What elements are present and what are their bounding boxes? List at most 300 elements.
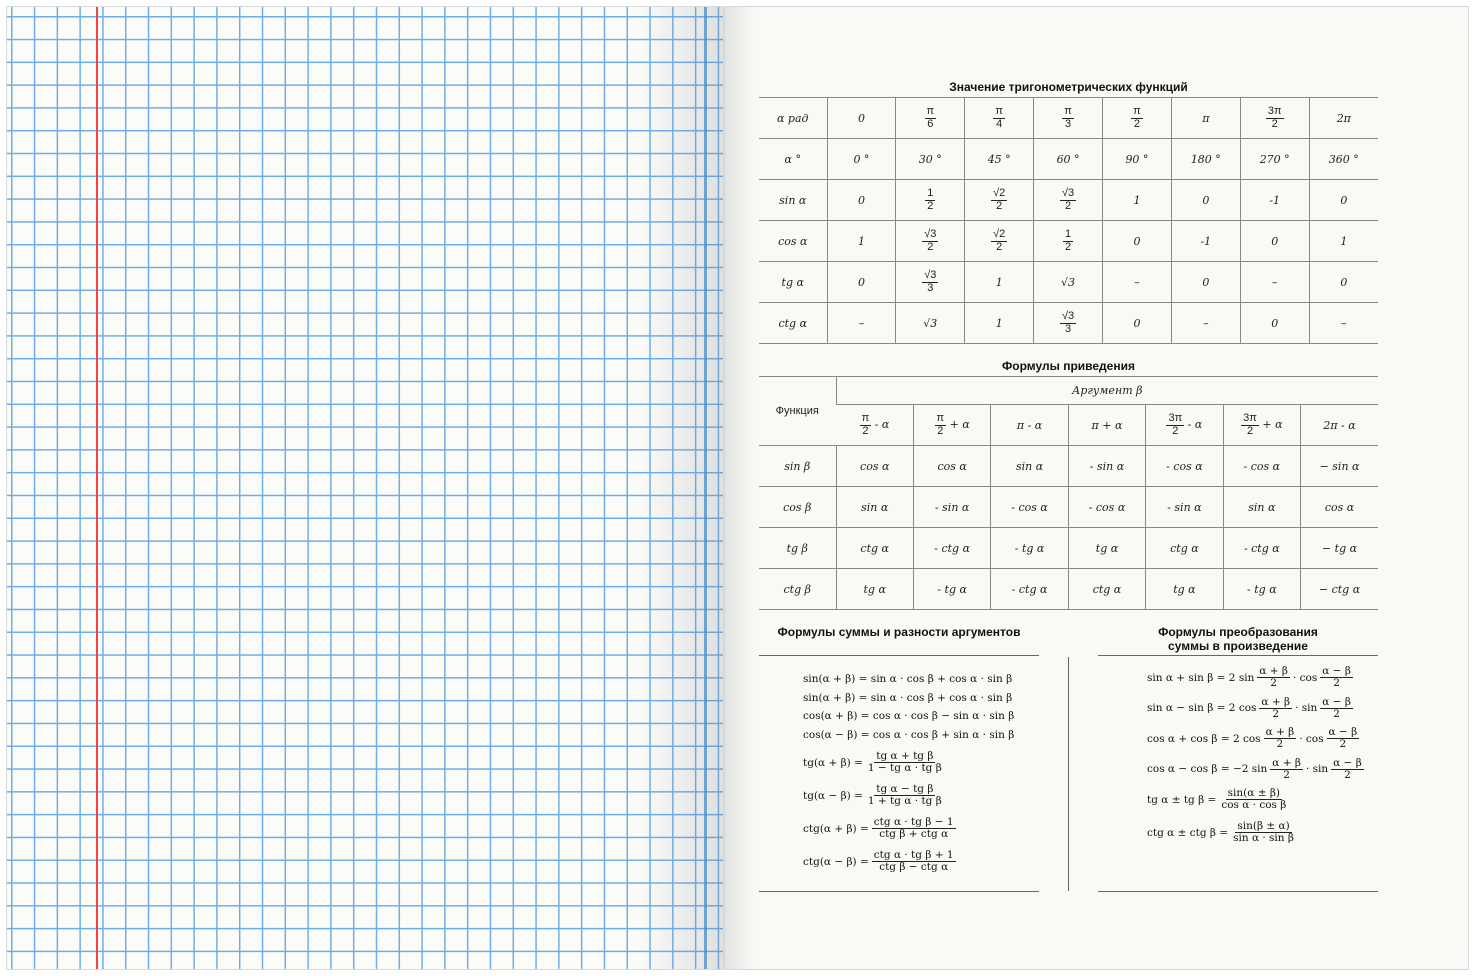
cell-fraction xyxy=(1062,106,1074,130)
cell-value: ctg α xyxy=(1170,541,1199,555)
formula-lhs: ctg α ± ctg β = xyxy=(1147,826,1229,839)
cell-value: - ctg α xyxy=(1243,541,1280,555)
fraction-denominator: 3 xyxy=(927,281,934,294)
fraction-numerator: 3π xyxy=(1168,411,1183,424)
trig-cell xyxy=(1240,303,1309,344)
cell-fraction xyxy=(991,229,1007,253)
trig-cell xyxy=(1309,262,1378,303)
argument-header-text: Аргумент β xyxy=(1072,384,1143,397)
formula-lhs: cos α + cos β = 2 cos xyxy=(1147,732,1261,745)
formula-line xyxy=(1147,727,1359,750)
fraction-denominator: 3 xyxy=(1065,117,1072,130)
cell-value: - sin α xyxy=(1167,500,1202,514)
trig-cell xyxy=(827,180,896,221)
cell-value: 0 ° xyxy=(853,152,870,166)
row-label-text: tg α xyxy=(781,275,804,289)
fraction-denominator: ctg β + ctg α xyxy=(879,828,949,841)
fraction-numerator: α − β xyxy=(1322,665,1351,677)
trig-row xyxy=(759,221,1378,262)
cell-fraction xyxy=(1060,188,1076,212)
argument-text: π + α xyxy=(1091,418,1123,432)
reduction-cell xyxy=(1301,528,1378,569)
reduction-title: Формулы приведения xyxy=(1002,359,1135,373)
cell-value: cos α xyxy=(937,459,967,473)
reduction-cell xyxy=(1223,569,1300,610)
fraction-denominator: 2 xyxy=(1133,117,1140,130)
trig-cell xyxy=(896,303,965,344)
formula-line: sin(α + β) = sin α · cos β + cos α · sin β xyxy=(803,673,1013,685)
fraction-denominator: 2 xyxy=(996,240,1003,253)
formula-fraction xyxy=(1257,666,1290,689)
fraction-numerator: ctg α · tg β + 1 xyxy=(873,849,954,861)
graph-paper-page xyxy=(6,6,724,970)
cell-value: 30 ° xyxy=(918,152,942,166)
cell-value: 0 xyxy=(1202,193,1210,207)
cell-fraction xyxy=(991,188,1007,212)
cell-value: − tg α xyxy=(1321,541,1358,555)
reduction-cell xyxy=(1301,446,1378,487)
argument-text: 2π - α xyxy=(1323,418,1356,432)
cell-fraction xyxy=(1060,311,1076,335)
reduction-cell xyxy=(836,528,913,569)
cell-value: 0 xyxy=(857,275,865,289)
fraction-denominator: 2 xyxy=(1283,768,1290,781)
reduction-cell xyxy=(913,487,990,528)
cell-value: - cos α xyxy=(1166,459,1203,473)
cell-value: − ctg α xyxy=(1318,582,1361,596)
fraction-denominator: 2 xyxy=(996,199,1003,212)
argument-fraction xyxy=(860,413,872,437)
fraction-numerator: π xyxy=(936,411,945,424)
reduction-cell xyxy=(991,528,1068,569)
formula-divider xyxy=(1068,657,1069,891)
trig-cell xyxy=(1309,221,1378,262)
cell-value: sin α xyxy=(861,500,889,514)
formula-mid: · sin xyxy=(1305,763,1329,776)
reduction-cell xyxy=(1146,528,1223,569)
formula-fraction xyxy=(866,784,944,807)
fraction-numerator: α + β xyxy=(1261,695,1291,708)
trig-cell xyxy=(827,139,896,180)
sum-to-product-title-line2: суммы в произведение xyxy=(1168,639,1308,653)
trig-cell xyxy=(965,180,1034,221)
formula-line xyxy=(1147,666,1353,689)
formula-lhs: sin α + sin β = 2 sin xyxy=(1147,671,1255,684)
argument-cell xyxy=(1301,405,1378,446)
reduction-table xyxy=(759,376,1378,610)
argument-cell xyxy=(913,405,990,446)
cell-value: sin α xyxy=(1248,500,1276,514)
sum-to-product-rule-top xyxy=(1098,655,1378,656)
reduction-cell xyxy=(913,569,990,610)
fraction-numerator: α + β xyxy=(1272,756,1301,769)
reduction-row-label xyxy=(759,528,836,569)
fraction-denominator: 2 xyxy=(1333,677,1340,690)
trig-cell xyxy=(1309,180,1378,221)
formula-lhs: sin α − sin β = 2 cos xyxy=(1147,702,1257,715)
cell-value: π xyxy=(1202,111,1210,125)
fraction-numerator: π xyxy=(995,104,1003,117)
fraction-denominator: 4 xyxy=(996,117,1003,130)
cell-value: 0 xyxy=(1133,316,1141,330)
argument-suffix: + α xyxy=(946,417,970,431)
reduction-row xyxy=(759,487,1378,528)
reduction-cell xyxy=(1068,487,1145,528)
row-label-text: cos α xyxy=(778,234,808,248)
sum-to-product-rule-bottom xyxy=(1098,891,1378,892)
trig-cell xyxy=(1240,262,1309,303)
trig-cell xyxy=(1240,139,1309,180)
formula-fraction xyxy=(1320,666,1353,689)
cell-value: - tg α xyxy=(1247,582,1277,596)
cell-value: 0 xyxy=(1271,316,1279,330)
reduction-cell xyxy=(836,569,913,610)
cell-value: – xyxy=(1134,275,1140,289)
fraction-numerator: π xyxy=(1133,104,1141,117)
trig-cell xyxy=(1103,180,1172,221)
fraction-denominator: 2 xyxy=(862,424,869,437)
reduction-cell xyxy=(1301,487,1378,528)
fraction-numerator: 3π xyxy=(1267,104,1282,117)
cell-value: 45 ° xyxy=(987,152,1011,166)
row-label-text: α ° xyxy=(784,152,801,166)
fraction-numerator: √3 xyxy=(1061,186,1075,199)
reduction-cell xyxy=(1146,446,1223,487)
fraction-numerator: 1 xyxy=(927,186,934,199)
trig-row xyxy=(759,180,1378,221)
cell-fraction xyxy=(922,229,938,253)
formula-fraction xyxy=(1320,697,1353,720)
trig-cell xyxy=(1240,98,1309,139)
formula-line xyxy=(803,817,956,840)
fraction-denominator: sin α · sin β xyxy=(1233,832,1294,845)
trig-row xyxy=(759,262,1378,303)
formula-line: sin(α + β) = sin α · cos β + cos α · sin β xyxy=(803,691,1013,704)
fraction-denominator: 2 xyxy=(927,199,934,212)
argument-fraction xyxy=(1166,413,1184,437)
cell-value: tg α xyxy=(863,582,886,596)
trig-cell xyxy=(827,98,896,139)
cell-value: - sin α xyxy=(934,500,970,514)
cell-value: 180 ° xyxy=(1190,152,1221,166)
trig-cell xyxy=(965,262,1034,303)
argument-suffix: - α xyxy=(871,417,890,431)
fraction-numerator: π xyxy=(926,104,935,117)
argument-text: π - α xyxy=(1016,418,1043,432)
reduction-cell xyxy=(1068,446,1145,487)
fraction-denominator: 2 xyxy=(1276,738,1284,751)
trig-cell xyxy=(1171,139,1240,180)
cell-value: 2π xyxy=(1336,111,1351,125)
cell-fraction xyxy=(993,106,1005,130)
formula-fraction xyxy=(1331,758,1364,781)
cell-value: tg α xyxy=(1173,582,1196,596)
trig-cell xyxy=(896,180,965,221)
spine-line xyxy=(704,7,707,969)
trig-cell xyxy=(1171,262,1240,303)
argument-cell xyxy=(836,405,913,446)
cell-value: tg α xyxy=(1095,541,1119,555)
cell-value: -1 xyxy=(1269,193,1281,207)
formula-fraction xyxy=(866,751,944,774)
fraction-numerator: α − β xyxy=(1328,726,1358,738)
reduction-row-label xyxy=(759,446,836,487)
fraction-numerator: sin(α ± β) xyxy=(1227,787,1281,799)
sum-diff-formulas xyxy=(803,668,1033,888)
formula-line xyxy=(1147,758,1364,781)
cell-value: − sin α xyxy=(1319,459,1360,473)
cell-value: - cos α xyxy=(1011,500,1048,514)
cell-value: - sin α xyxy=(1089,459,1125,473)
fraction-numerator: α + β xyxy=(1259,665,1288,677)
trig-row-label xyxy=(759,139,827,180)
formula-fraction xyxy=(1327,727,1360,750)
trig-row-label xyxy=(759,303,827,344)
reduction-cell xyxy=(836,446,913,487)
cell-fraction xyxy=(1266,106,1284,130)
fraction-denominator: 2 xyxy=(1065,199,1072,212)
fraction-denominator: 2 xyxy=(1344,768,1351,781)
reduction-cell xyxy=(991,487,1068,528)
trig-cell xyxy=(1171,180,1240,221)
trig-row-label xyxy=(759,221,827,262)
cell-value: - tg α xyxy=(937,582,967,596)
row-label-text: α рад xyxy=(777,111,809,125)
reduction-cell xyxy=(1223,487,1300,528)
trig-cell xyxy=(1103,139,1172,180)
fraction-numerator: 1 xyxy=(1065,227,1072,240)
trig-cell xyxy=(965,139,1034,180)
formula-fraction xyxy=(1231,821,1296,844)
fraction-numerator: π xyxy=(1064,104,1072,117)
sum-to-product-formulas xyxy=(1147,664,1377,864)
fraction-denominator: 2 xyxy=(1065,240,1072,253)
trig-values-title: Значение тригонометрических функций xyxy=(949,80,1188,94)
margin-line xyxy=(96,7,98,969)
argument-header xyxy=(836,377,1378,405)
trig-cell xyxy=(1034,303,1103,344)
fraction-denominator: 2 xyxy=(1333,707,1340,720)
formula-mid: · cos xyxy=(1299,732,1324,745)
argument-cell xyxy=(1223,405,1300,446)
reduction-cell xyxy=(1068,569,1145,610)
cell-value: - ctg α xyxy=(934,541,971,555)
cell-value: 0 xyxy=(1202,275,1210,289)
argument-suffix: + α xyxy=(1258,417,1283,431)
fraction-numerator: √2 xyxy=(993,227,1006,240)
cell-value: 0 xyxy=(1340,275,1348,289)
formula-fraction xyxy=(1270,758,1303,781)
fraction-denominator: 2 xyxy=(937,424,944,437)
formula-lhs: tg(α + β) = xyxy=(803,756,863,769)
cell-value: - tg α xyxy=(1014,541,1045,555)
cell-value: – xyxy=(1271,275,1278,289)
trig-cell xyxy=(1034,262,1103,303)
trig-row xyxy=(759,303,1378,344)
fraction-numerator: √3 xyxy=(1061,309,1075,322)
formula-fraction xyxy=(1259,697,1292,720)
reduction-cell xyxy=(991,446,1068,487)
argument-fraction xyxy=(1241,413,1259,437)
fraction-denominator: 2 xyxy=(1172,424,1179,437)
cell-value: 1 xyxy=(995,316,1003,330)
fraction-denominator: 1 − tg α · tg β xyxy=(867,762,942,775)
cell-value: -1 xyxy=(1200,234,1212,248)
formula-fraction xyxy=(872,817,956,840)
cell-fraction xyxy=(1131,106,1143,130)
cell-value: ctg α xyxy=(860,541,889,555)
cell-value: 1 xyxy=(1133,193,1141,207)
trig-cell xyxy=(896,139,965,180)
trig-cell xyxy=(1034,180,1103,221)
reduction-cell xyxy=(991,569,1068,610)
fraction-numerator: α + β xyxy=(1265,726,1295,738)
trig-row xyxy=(759,139,1378,180)
fraction-numerator: tg α + tg β xyxy=(876,750,934,762)
reduction-cell xyxy=(1223,446,1300,487)
row-label-text: sin α xyxy=(779,193,807,207)
fraction-denominator: 2 xyxy=(1271,117,1278,130)
trig-row-label xyxy=(759,262,827,303)
formula-lhs: ctg(α + β) = xyxy=(803,822,869,835)
trig-cell xyxy=(896,221,965,262)
trig-cell xyxy=(1034,139,1103,180)
trig-cell xyxy=(965,98,1034,139)
reduction-cell xyxy=(1146,487,1223,528)
reduction-row xyxy=(759,569,1378,610)
sum-to-product-title-line1: Формулы преобразования xyxy=(1158,625,1318,639)
reduction-cell xyxy=(913,528,990,569)
trig-cell xyxy=(1309,139,1378,180)
formula-lhs: tg α ± tg β = xyxy=(1147,793,1217,806)
cell-value: – xyxy=(858,316,865,330)
cell-value: 1 xyxy=(857,234,865,248)
formula-fraction xyxy=(1264,727,1297,750)
cell-value: √3 xyxy=(923,316,938,330)
reduction-cell xyxy=(913,446,990,487)
formula-line xyxy=(803,784,944,807)
trig-cell xyxy=(1309,98,1378,139)
cell-value: 270 ° xyxy=(1259,152,1290,166)
cell-value: 90 ° xyxy=(1125,152,1149,166)
cell-fraction xyxy=(925,188,935,212)
trig-cell xyxy=(1034,221,1103,262)
formula-fraction xyxy=(1219,788,1288,811)
trig-cell xyxy=(1103,262,1172,303)
cell-value: 360 ° xyxy=(1328,152,1359,166)
cell-value: – xyxy=(1341,316,1347,330)
sum-diff-rule-bottom xyxy=(759,891,1039,892)
reduction-row-label xyxy=(759,487,836,528)
formula-lhs: tg(α − β) = xyxy=(803,789,863,802)
fraction-numerator: 3π xyxy=(1243,411,1257,424)
reduction-cell xyxy=(1068,528,1145,569)
argument-cell xyxy=(991,405,1068,446)
fraction-numerator: α − β xyxy=(1333,756,1362,769)
formula-mid: · cos xyxy=(1292,671,1318,684)
argument-suffix: - α xyxy=(1184,417,1203,431)
argument-cell xyxy=(1146,405,1223,446)
fraction-numerator: α − β xyxy=(1322,695,1351,708)
fraction-denominator: 6 xyxy=(927,117,934,130)
fraction-denominator: 2 xyxy=(1270,677,1277,690)
cell-value: – xyxy=(1203,316,1209,330)
cell-value: cos α xyxy=(860,459,890,473)
fraction-numerator: √2 xyxy=(993,186,1006,199)
fraction-numerator: √3 xyxy=(924,268,937,281)
cell-value: - cos α xyxy=(1088,500,1126,514)
cell-value: 0 xyxy=(1271,234,1279,248)
reduction-row xyxy=(759,446,1378,487)
trig-cell xyxy=(1309,303,1378,344)
cell-value: - cos α xyxy=(1243,459,1281,473)
cell-fraction xyxy=(925,106,937,130)
cell-value: 1 xyxy=(1340,234,1348,248)
trig-cell xyxy=(1103,221,1172,262)
fraction-denominator: 2 xyxy=(1339,738,1347,751)
reduction-row-label xyxy=(759,569,836,610)
cell-fraction xyxy=(922,270,938,294)
trig-cell xyxy=(965,221,1034,262)
trig-cell xyxy=(1240,221,1309,262)
formula-line xyxy=(1147,821,1296,844)
fraction-numerator: tg α − tg β xyxy=(876,783,934,795)
fraction-numerator: sin(β ± α) xyxy=(1237,820,1290,832)
trig-row xyxy=(759,98,1378,139)
cell-value: √3 xyxy=(1061,275,1076,289)
formula-line xyxy=(1147,697,1353,720)
fraction-denominator: 2 xyxy=(927,240,934,253)
cell-value: 0 xyxy=(1133,234,1141,248)
row-label-text: tg β xyxy=(786,541,808,555)
trig-row-label xyxy=(759,180,827,221)
trig-cell xyxy=(1103,303,1172,344)
fraction-numerator: ctg α · tg β − 1 xyxy=(873,816,954,828)
formula-line xyxy=(803,751,944,774)
cell-value: - ctg α xyxy=(1011,582,1048,596)
trig-cell xyxy=(896,98,965,139)
fraction-denominator: 2 xyxy=(1246,424,1254,437)
formula-mid: · sin xyxy=(1295,702,1318,715)
trig-cell xyxy=(1171,221,1240,262)
fraction-denominator: 3 xyxy=(1065,322,1072,335)
fraction-numerator: √3 xyxy=(924,227,937,240)
row-label-text: sin β xyxy=(784,459,811,473)
cell-value: 1 xyxy=(995,275,1003,289)
trig-cell xyxy=(1171,98,1240,139)
row-label-text: ctg β xyxy=(783,582,811,596)
reduction-cell xyxy=(836,487,913,528)
fraction-denominator: ctg β − ctg α xyxy=(879,861,949,874)
cell-value: cos α xyxy=(1324,500,1355,514)
fraction-denominator: 2 xyxy=(1272,707,1280,720)
cell-value: 0 xyxy=(1340,193,1348,207)
trig-cell xyxy=(896,262,965,303)
argument-fraction xyxy=(935,413,947,437)
trig-values-table xyxy=(759,97,1378,344)
trig-cell xyxy=(1240,180,1309,221)
formula-lhs: ctg(α − β) = xyxy=(803,855,869,868)
reduction-cell xyxy=(1223,528,1300,569)
trig-cell xyxy=(827,262,896,303)
trig-cell xyxy=(827,303,896,344)
sum-diff-rule-top xyxy=(759,655,1039,656)
fraction-denominator: cos α · cos β xyxy=(1221,799,1287,812)
argument-cell xyxy=(1068,405,1145,446)
formula-line xyxy=(803,850,956,873)
reduction-row xyxy=(759,528,1378,569)
row-label-text: ctg α xyxy=(778,316,808,330)
